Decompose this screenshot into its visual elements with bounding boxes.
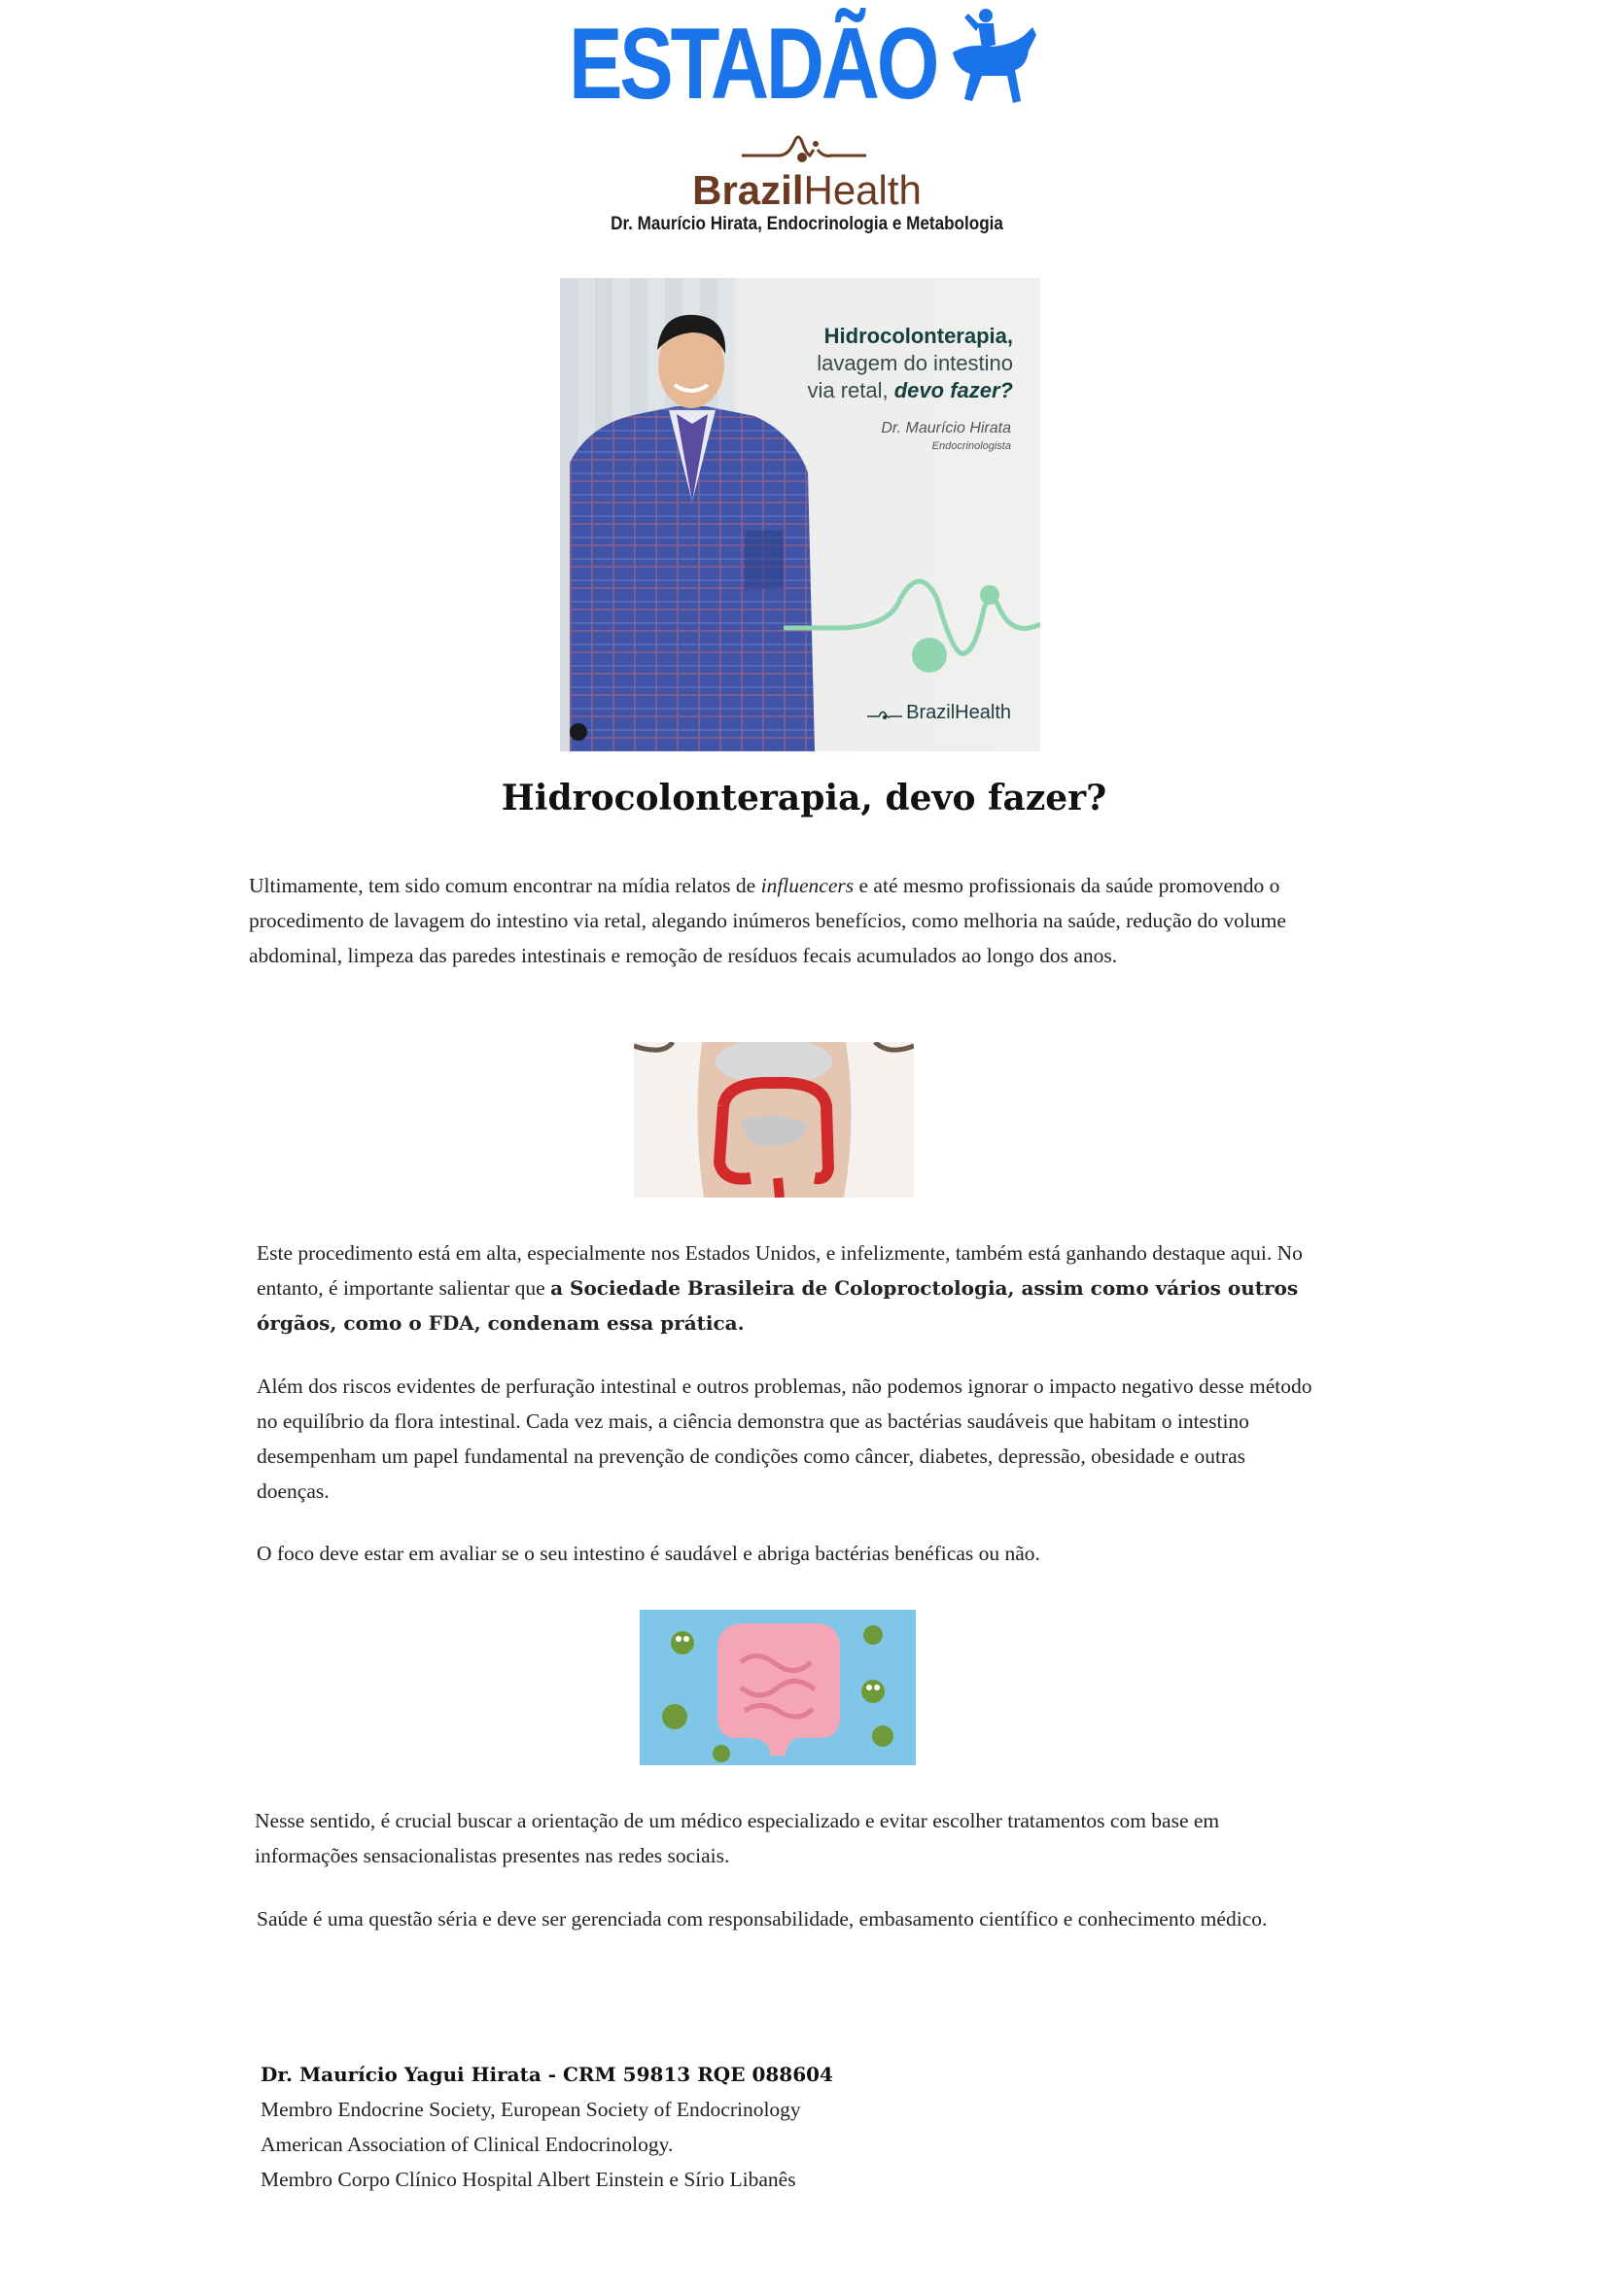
- signature-line-3: Membro Corpo Clínico Hospital Albert Einstein e Sírio Libanês: [261, 2168, 796, 2191]
- masthead: [0, 0, 1608, 121]
- signature-line-2: American Association of Clinical Endocrinology.: [261, 2133, 674, 2156]
- gut-bacteria-image: [640, 1610, 916, 1765]
- colon-anatomy-illustration: [634, 1042, 914, 1198]
- brazilhealth-mark-icon: [742, 128, 866, 167]
- brazilhealth-logo: [544, 126, 1069, 243]
- author-signature: [261, 2057, 1136, 2197]
- article-paragraph-5: Nesse sentido, é crucial buscar a orientação de um médico especializado e evitar escolher tratamentos com base em informações sensacionalistas presentes nas redes sociais.: [255, 1809, 1220, 1867]
- hero-image: [560, 278, 1040, 751]
- article-paragraph-4: O foco deve estar em avaliar se o seu intestino é saudável e abriga bactérias benéficas ou não.: [257, 1542, 1040, 1565]
- signature-name: Dr. Maurício Yagui Hirata - CRM 59813 RQE 088604: [261, 2063, 833, 2086]
- estadao-logo[interactable]: ESTADÃO: [569, 8, 937, 121]
- hero-brand: BrazilHealth: [867, 702, 1011, 724]
- hero-author: Dr. Maurício Hirata Endocrinologista: [881, 420, 1011, 452]
- brazilhealth-subtitle: Dr. Maurício Hirata, Endocrinologia e Metabologia: [611, 214, 1003, 234]
- gut-bacteria-illustration: [640, 1610, 916, 1765]
- brazilhealth-mark-icon: [867, 707, 902, 720]
- hero-title: Hidrocolonterapia, lavagem do intestino via retal, devo fazer?: [807, 324, 1013, 402]
- heartbeat-wave-graphic: [784, 570, 1040, 686]
- profile-badge-icon: [570, 723, 587, 741]
- horse-rider-icon: [939, 6, 1040, 111]
- article-paragraph-2: Este procedimento está em alta, especialmente nos Estados Unidos, e infelizmente, também está ganhando destaque aqui. No entanto, é importante salientar que a Sociedade Brasileira de Coloproctologia, assim como vários outros órgãos, como o FDA, condenam essa prática.: [257, 1241, 1303, 1335]
- article-paragraph-3: Além dos riscos evidentes de perfuração intestinal e outros problemas, não podemos ignorar o impacto negativo desse método no equilíbrio da flora intestinal. Cada vez mais, a ciência demonstra que as bactérias saudáveis que habitam o intestino desempenham um papel fundamental na prevenção de condições como câncer, diabetes, depressão, obesidade e outras doenças.: [257, 1374, 1312, 1503]
- signature-line-1: Membro Endocrine Society, European Society of Endocrinology: [261, 2098, 801, 2121]
- article-paragraph-1: Ultimamente, tem sido comum encontrar na mídia relatos de influencers e até mesmo profissionais da saúde promovendo o procedimento de lavagem do intestino via retal, alegando inúmeros benefícios, como melhoria na saúde, redução do volume abdominal, limpeza das paredes intestinais e remoção de resíduos fecais acumulados ao longo dos anos.: [249, 874, 1286, 967]
- brazilhealth-wordmark: BrazilHealth: [692, 167, 922, 213]
- article-paragraph-6: Saúde é uma questão séria e deve ser gerenciada com responsabilidade, embasamento científico e conhecimento médico.: [257, 1907, 1268, 1931]
- article-headline: Hidrocolonterapia, devo fazer?: [501, 778, 1107, 818]
- colon-anatomy-image: [634, 1042, 914, 1198]
